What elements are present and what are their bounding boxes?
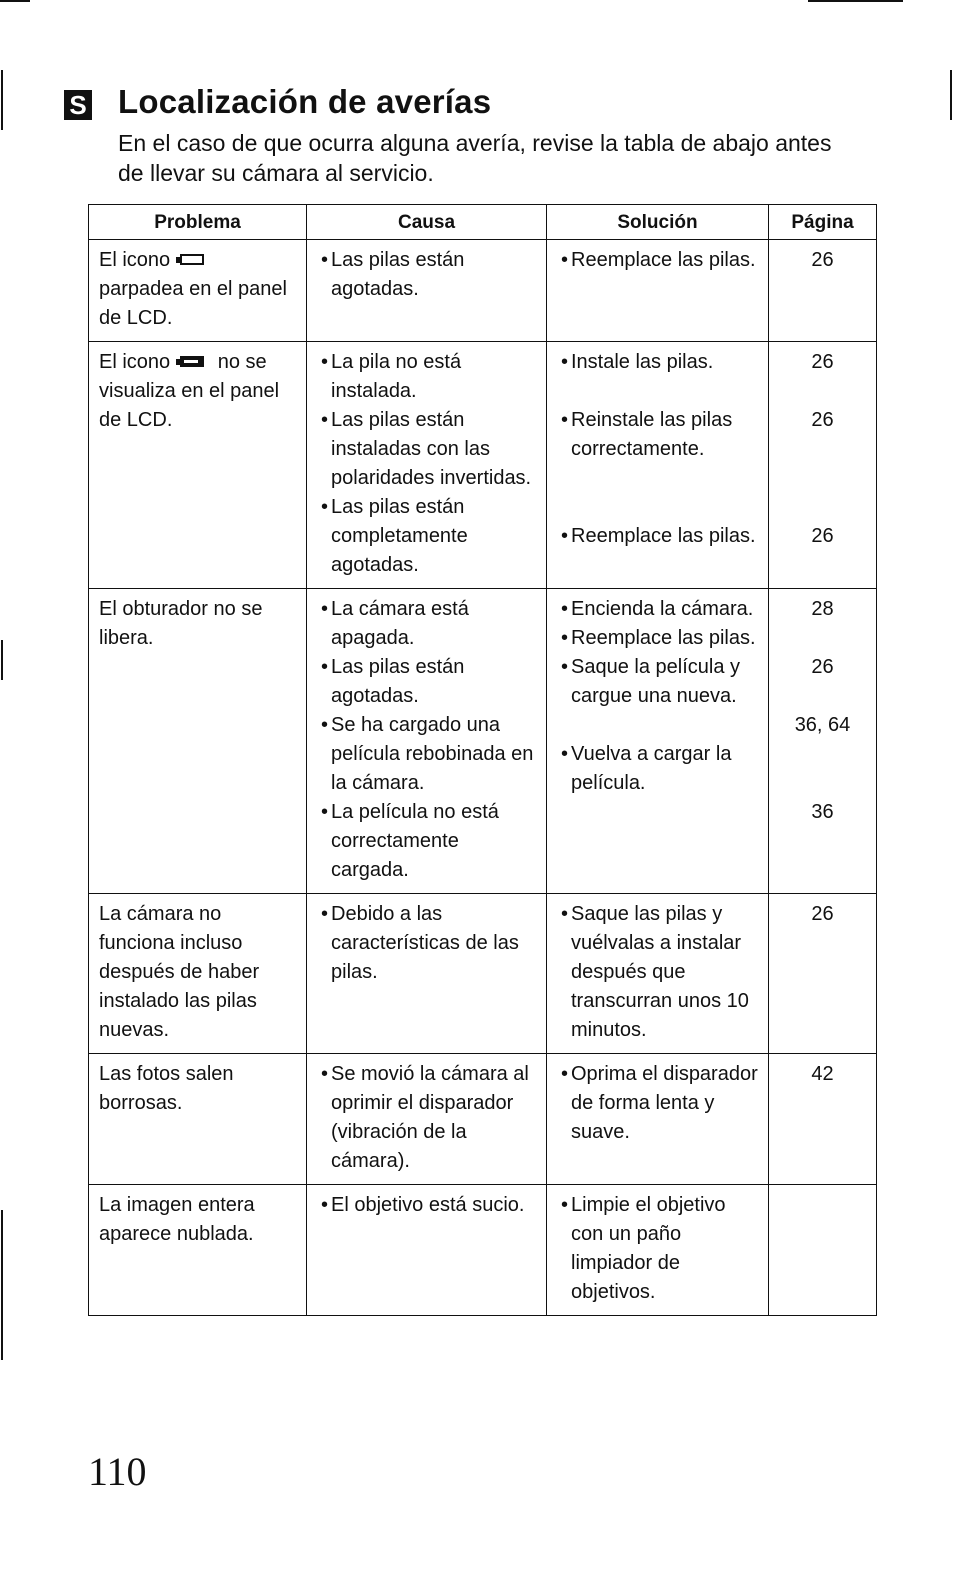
list-item: • La cámara está apagada. bbox=[317, 595, 538, 653]
list-item: • Reemplace las pilas. bbox=[557, 522, 760, 551]
table-row bbox=[89, 589, 877, 894]
cause-cell bbox=[307, 342, 547, 589]
page-ref: 26 bbox=[811, 525, 834, 547]
table-row bbox=[89, 1185, 877, 1316]
table-row bbox=[89, 240, 877, 342]
solution-cell bbox=[547, 1185, 769, 1316]
problem-cell: La cámara no funciona incluso después de haber instalado las pilas nuevas. bbox=[89, 894, 307, 1054]
page-cell bbox=[769, 1054, 877, 1185]
section-badge: S bbox=[64, 90, 92, 120]
list-item: • Instale las pilas. bbox=[557, 348, 760, 377]
scan-edge-mark bbox=[0, 0, 30, 2]
list-item: • Se ha cargado una película rebobinada en la cámara. bbox=[317, 711, 538, 798]
header-page: Página bbox=[769, 205, 877, 240]
solution-cell bbox=[547, 1054, 769, 1185]
page-ref: 26 bbox=[811, 656, 834, 678]
list-item: • Se movió la cámara al oprimir el disparador (vibración de la cámara). bbox=[317, 1060, 538, 1176]
list-item: • El objetivo está sucio. bbox=[317, 1191, 538, 1220]
solution-cell bbox=[547, 894, 769, 1054]
header-problem: Problema bbox=[89, 205, 307, 240]
page-ref: 26 bbox=[811, 903, 834, 925]
table-row bbox=[89, 894, 877, 1054]
battery-full-icon bbox=[176, 356, 206, 369]
page-ref: 26 bbox=[811, 409, 834, 431]
intro-text: En el caso de que ocurra alguna avería, revise la tabla de abajo antes de llevar su cámara al servicio. bbox=[118, 130, 832, 186]
problem-cell: El icono parpadea en el panel de LCD. bbox=[89, 240, 307, 342]
list-item: • Saque la película y cargue una nueva. bbox=[557, 653, 760, 711]
list-item: • Las pilas están agotadas. bbox=[317, 246, 538, 304]
troubleshooting-table bbox=[88, 204, 877, 1316]
page-ref: 26 bbox=[811, 249, 834, 271]
table-header-row bbox=[89, 205, 877, 240]
list-item: • Reemplace las pilas. bbox=[557, 246, 760, 275]
page-cell bbox=[769, 342, 877, 589]
problem-cell: Las fotos salen borrosas. bbox=[89, 1054, 307, 1185]
table-row bbox=[89, 342, 877, 589]
cause-cell bbox=[307, 589, 547, 894]
header-cause: Causa bbox=[307, 205, 547, 240]
page-cell bbox=[769, 589, 877, 894]
page-cell bbox=[769, 1185, 877, 1316]
page-cell bbox=[769, 240, 877, 342]
page-ref: 36, 64 bbox=[794, 714, 851, 736]
battery-empty-icon bbox=[176, 254, 206, 267]
scan-edge-mark bbox=[1, 70, 3, 130]
page-cell bbox=[769, 894, 877, 1054]
page-number: 110 bbox=[88, 1449, 147, 1494]
problem-cell: La imagen entera aparece nublada. bbox=[89, 1185, 307, 1316]
scan-edge-mark bbox=[808, 0, 903, 2]
page-ref: 36 bbox=[811, 801, 834, 823]
cause-cell bbox=[307, 1054, 547, 1185]
solution-cell bbox=[547, 342, 769, 589]
list-item: • La película no está correctamente cargada. bbox=[317, 798, 538, 885]
scan-edge-mark bbox=[1, 640, 3, 680]
problem-cell: El icono no se visualiza en el panel de LCD. bbox=[89, 342, 307, 589]
problem-cell: El obturador no se libera. bbox=[89, 589, 307, 894]
list-item: • Las pilas están agotadas. bbox=[317, 653, 538, 711]
scan-edge-mark bbox=[1, 1210, 3, 1360]
list-item: • Encienda la cámara. bbox=[557, 595, 760, 624]
list-item: • Las pilas están instaladas con las polaridades invertidas. bbox=[317, 406, 538, 493]
solution-cell bbox=[547, 589, 769, 894]
cause-cell bbox=[307, 240, 547, 342]
list-item: • Las pilas están completamente agotadas. bbox=[317, 493, 538, 580]
cause-cell bbox=[307, 894, 547, 1054]
page-ref: 26 bbox=[811, 351, 834, 373]
list-item: • Vuelva a cargar la película. bbox=[557, 740, 760, 798]
solution-cell bbox=[547, 240, 769, 342]
list-item: • Reinstale las pilas correctamente. bbox=[557, 406, 760, 464]
scan-edge-mark bbox=[950, 70, 952, 120]
list-item: • Saque las pilas y vuélvalas a instalar después que transcurran unos 10 minutos. bbox=[557, 900, 760, 1045]
list-item: • La pila no está instalada. bbox=[317, 348, 538, 406]
page-title: Localización de averías bbox=[118, 83, 492, 120]
table-row bbox=[89, 1054, 877, 1185]
list-item: • Oprima el disparador de forma lenta y suave. bbox=[557, 1060, 760, 1147]
list-item: • Limpie el objetivo con un paño limpiador de objetivos. bbox=[557, 1191, 760, 1307]
page-ref: 28 bbox=[811, 598, 834, 620]
list-item: • Debido a las características de las pilas. bbox=[317, 900, 538, 987]
header-solution: Solución bbox=[547, 205, 769, 240]
page-ref: 42 bbox=[811, 1063, 834, 1085]
list-item: • Reemplace las pilas. bbox=[557, 624, 760, 653]
cause-cell bbox=[307, 1185, 547, 1316]
